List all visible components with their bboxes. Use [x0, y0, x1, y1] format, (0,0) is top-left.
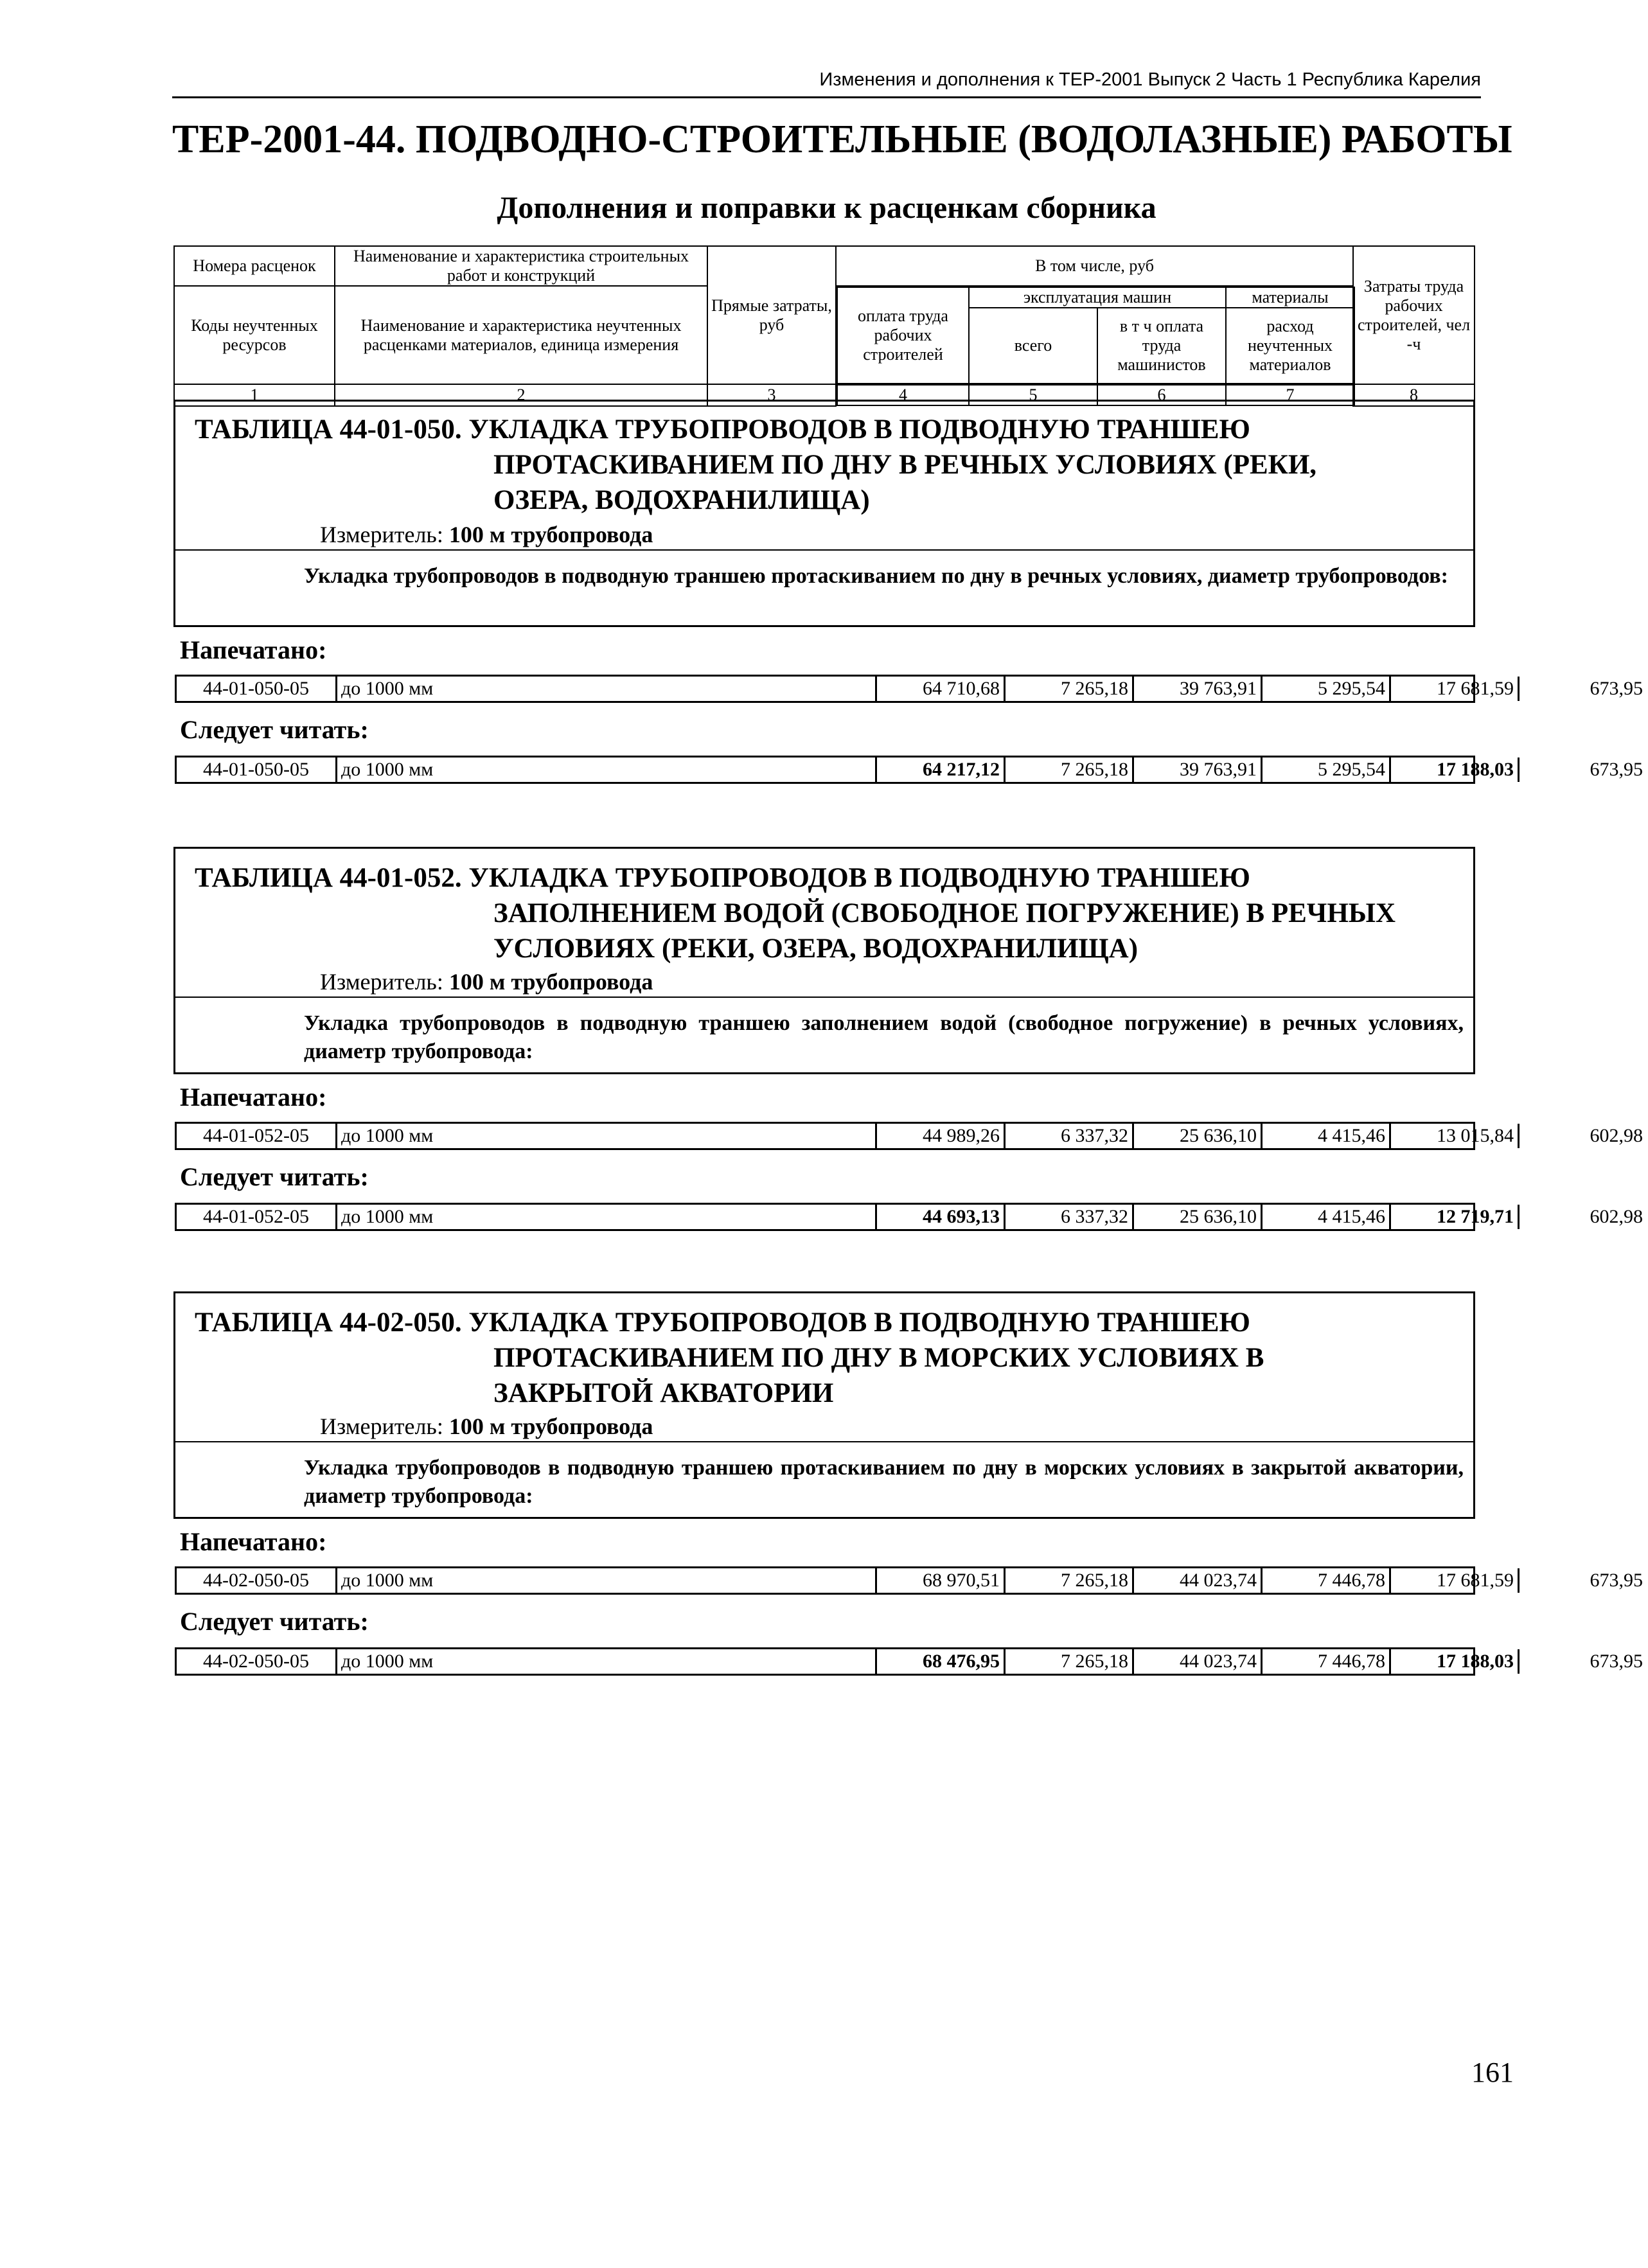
labor-pay-value: 6 337,32: [1006, 1124, 1134, 1148]
section-title-line: УСЛОВИЯХ (РЕКИ, ОЗЕРА, ВОДОХРАНИЛИЩА): [493, 934, 1139, 964]
direct-costs-value: 68 476,95: [877, 1649, 1006, 1674]
header-resource-codes: Коды неучтенных ресурсов: [174, 286, 335, 384]
machines-total-value: 44 023,74: [1134, 1568, 1263, 1593]
rate-name: до 1000 мм: [337, 1568, 877, 1593]
running-title: Изменения и дополнения к ТЕР-2001 Выпуск 2 Часть 1 Республика Карелия: [819, 69, 1481, 90]
rate-code: 44-02-050-05: [177, 1568, 337, 1593]
section-title-line: ТАБЛИЦА 44-02-050. УКЛАДКА ТРУБОПРОВОДОВ В ПОДВОДНУЮ ТРАНШЕЮ: [195, 1307, 1250, 1338]
direct-costs-value: 44 989,26: [877, 1124, 1006, 1148]
direct-costs-value: 68 970,51: [877, 1568, 1006, 1593]
header-machinist-pay: в т ч оплата труда машинистов: [1097, 308, 1226, 384]
printed-row: [175, 675, 1643, 703]
should-read-label: Следует читать:: [180, 1162, 369, 1191]
header-machines: эксплуатация машин: [969, 287, 1226, 308]
machinist-pay-value: 5 295,54: [1263, 757, 1391, 782]
printed-label: Напечатано:: [180, 1083, 327, 1112]
printed-label: Напечатано:: [180, 635, 327, 664]
header-labor-cost: Затраты труда рабочих строителей, чел -ч: [1353, 246, 1475, 384]
materials-value: 13 015,84: [1391, 1124, 1520, 1148]
corrected-row: [175, 756, 1643, 784]
machinist-pay-value: 5 295,54: [1263, 677, 1391, 701]
machines-total-value: 39 763,91: [1134, 677, 1263, 701]
machines-total-value: 39 763,91: [1134, 757, 1263, 782]
labor-pay-value: 7 265,18: [1006, 1568, 1134, 1593]
column-number: 3: [707, 384, 836, 406]
header-labor-pay: оплата труда рабочих строителей: [837, 287, 969, 384]
machinist-pay-value: 7 446,78: [1263, 1649, 1391, 1674]
materials-value: 17 681,59: [1391, 677, 1520, 701]
machines-total-value: 25 636,10: [1134, 1205, 1263, 1229]
page-subtitle: Дополнения и поправки к расценкам сборника: [497, 191, 1156, 225]
direct-costs-value: 44 693,13: [877, 1205, 1006, 1229]
printed-row: [175, 1122, 1643, 1150]
section-rule: [175, 997, 1473, 998]
header-machines-total: всего: [969, 308, 1097, 384]
header-rate-numbers: Номера расценок: [174, 246, 335, 286]
direct-costs-value: 64 217,12: [877, 757, 1006, 782]
corrected-row: [175, 1647, 1643, 1676]
rate-code: 44-01-050-05: [177, 757, 337, 782]
rate-name: до 1000 мм: [337, 677, 877, 701]
section-description: Укладка трубопроводов в подводную траншею заполнением водой (свободное погружение) в речных условиях, диаметр трубопровода:: [304, 1011, 1464, 1063]
labor-cost-value: 602,98: [1590, 1206, 1643, 1227]
labor-pay-value: 7 265,18: [1006, 677, 1134, 701]
page-number: 161: [1471, 2057, 1514, 2088]
labor-cost-value: 673,95: [1590, 678, 1643, 699]
column-number: 8: [1353, 384, 1475, 406]
header-material-name: Наименование и характеристика неучтенных расценками материалов, единица измерения: [335, 286, 707, 384]
rate-name: до 1000 мм: [337, 757, 877, 782]
direct-costs-value: 64 710,68: [877, 677, 1006, 701]
materials-value: 17 188,03: [1391, 757, 1520, 782]
labor-pay-value: 7 265,18: [1006, 757, 1134, 782]
section-description: Укладка трубопроводов в подводную траншею протаскиванием по дну в речных условиях, диаметр трубопроводов:: [304, 564, 1448, 588]
section-title-line: ЗАПОЛНЕНИЕМ ВОДОЙ (СВОБОДНОЕ ПОГРУЖЕНИЕ) В РЕЧНЫХ: [493, 898, 1396, 928]
section-title-line: ТАБЛИЦА 44-01-050. УКЛАДКА ТРУБОПРОВОДОВ В ПОДВОДНУЮ ТРАНШЕЮ: [195, 414, 1250, 445]
section-rule: [175, 1441, 1473, 1442]
section-box-44-02-050: [173, 1291, 1475, 1519]
rate-name: до 1000 мм: [337, 1124, 877, 1148]
header-work-name: Наименование и характеристика строительных работ и конструкций: [335, 246, 707, 286]
measure-unit: Измеритель: 100 м трубопровода: [320, 969, 653, 995]
machinist-pay-value: 4 415,46: [1263, 1124, 1391, 1148]
section-box-44-01-050: [173, 400, 1475, 627]
section-title-line: ТАБЛИЦА 44-01-052. УКЛАДКА ТРУБОПРОВОДОВ В ПОДВОДНУЮ ТРАНШЕЮ: [195, 863, 1250, 893]
machines-total-value: 25 636,10: [1134, 1124, 1263, 1148]
rate-code: 44-02-050-05: [177, 1649, 337, 1674]
header-direct-costs: Прямые затраты, руб: [707, 246, 836, 384]
materials-value: 17 188,03: [1391, 1649, 1520, 1674]
machines-total-value: 44 023,74: [1134, 1649, 1263, 1674]
labor-pay-value: 7 265,18: [1006, 1649, 1134, 1674]
machinist-pay-value: 4 415,46: [1263, 1205, 1391, 1229]
printed-label: Напечатано:: [180, 1527, 327, 1556]
labor-cost-value: 602,98: [1590, 1125, 1643, 1146]
header-including: В том числе, руб: [836, 246, 1353, 286]
section-box-44-01-052: [173, 847, 1475, 1074]
column-number: 4: [837, 385, 969, 405]
should-read-label: Следует читать:: [180, 715, 369, 744]
rate-code: 44-01-052-05: [177, 1124, 337, 1148]
labor-cost-value: 673,95: [1590, 1651, 1643, 1672]
section-description: Укладка трубопроводов в подводную траншею протаскиванием по дну в морских условиях в закрытой акватории, диаметр трубопровода:: [304, 1456, 1464, 1508]
machinist-pay-value: 7 446,78: [1263, 1568, 1391, 1593]
section-title-line: ПРОТАСКИВАНИЕМ ПО ДНУ В МОРСКИХ УСЛОВИЯХ В: [493, 1343, 1264, 1373]
measure-unit: Измеритель: 100 м трубопровода: [320, 522, 653, 547]
labor-cost-value: 673,95: [1590, 1570, 1643, 1591]
materials-value: 12 719,71: [1391, 1205, 1520, 1229]
header-rule: [172, 96, 1481, 98]
column-number: 2: [335, 384, 707, 406]
rate-name: до 1000 мм: [337, 1649, 877, 1674]
column-number: 6: [1097, 385, 1226, 405]
printed-row: [175, 1566, 1643, 1595]
section-title-line: ЗАКРЫТОЙ АКВАТОРИИ: [493, 1378, 834, 1408]
labor-cost-value: 673,95: [1590, 759, 1643, 780]
column-number: 1: [174, 384, 335, 406]
header-materials: материалы: [1226, 287, 1354, 308]
column-number: 5: [969, 385, 1097, 405]
column-header-table: [173, 245, 1475, 407]
section-rule: [175, 549, 1473, 551]
corrected-row: [175, 1203, 1643, 1231]
rate-name: до 1000 мм: [337, 1205, 877, 1229]
labor-pay-value: 6 337,32: [1006, 1205, 1134, 1229]
rate-code: 44-01-052-05: [177, 1205, 337, 1229]
section-title-line: ОЗЕРА, ВОДОХРАНИЛИЩА): [493, 485, 870, 515]
page-title: ТЕР-2001-44. ПОДВОДНО-СТРОИТЕЛЬНЫЕ (ВОДОЛАЗНЫЕ) РАБОТЫ: [172, 118, 1512, 161]
header-materials-unaccounted: расход неучтенных материалов: [1226, 308, 1354, 384]
section-title-line: ПРОТАСКИВАНИЕМ ПО ДНУ В РЕЧНЫХ УСЛОВИЯХ (РЕКИ,: [493, 450, 1317, 480]
column-number: 7: [1226, 385, 1354, 405]
rate-code: 44-01-050-05: [177, 677, 337, 701]
materials-value: 17 681,59: [1391, 1568, 1520, 1593]
measure-unit: Измеритель: 100 м трубопровода: [320, 1413, 653, 1439]
should-read-label: Следует читать:: [180, 1607, 369, 1636]
